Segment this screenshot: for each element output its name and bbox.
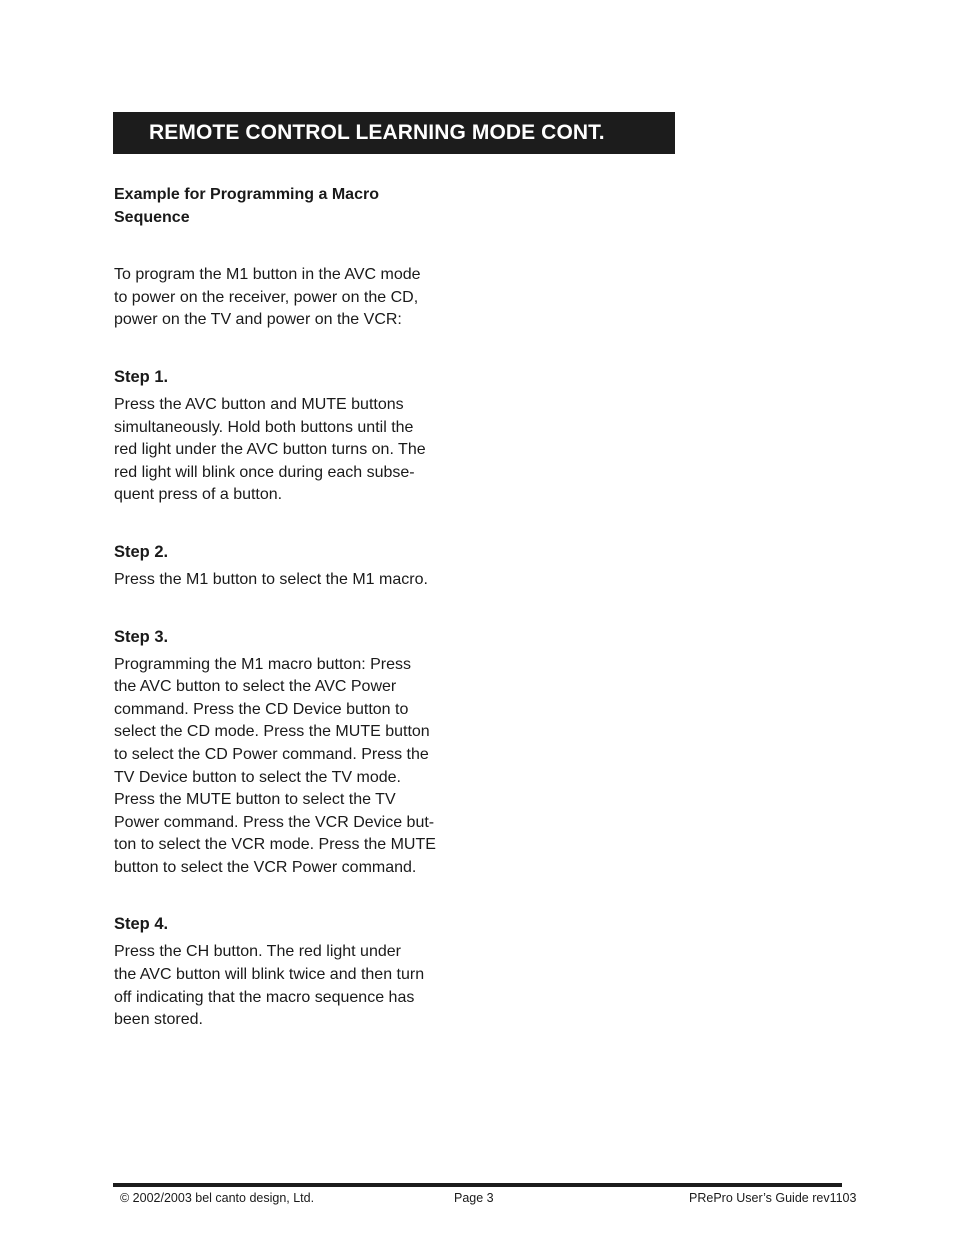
step-1 [114,366,459,507]
main-content [114,184,459,1032]
step-1-text: Press the AVC button and MUTE buttons simultaneously. Hold both buttons until the red light under the AVC button turns on. The red light will blink once during each subse- quent press of a button. [114,395,426,504]
section-title-bar [113,112,675,154]
step-2-text: Press the M1 button to select the M1 macro. [114,570,428,588]
footer-copyright: © 2002/2003 bel canto design, Ltd. [120,1191,315,1205]
step-2 [114,541,459,592]
footer-divider [113,1183,842,1187]
footer-guide-title: PRePro User’s Guide rev1103 [689,1191,857,1205]
section-heading: Example for Programming a Macro Sequence [114,186,379,226]
step-3-label: Step 3. [114,627,169,646]
page-title: REMOTE CONTROL LEARNING MODE CONT. [149,121,605,144]
intro-paragraph: To program the M1 button in the AVC mode to power on the receiver, power on the CD, power on the TV and power on the VCR: [114,266,421,329]
step-4 [114,913,459,1031]
step-2-label: Step 2. [114,542,169,561]
footer-page-number: Page 3 [454,1191,494,1205]
step-4-label: Step 4. [114,915,169,934]
step-3-text: Programming the M1 macro button: Press the AVC button to select the AVC Power command. Press the CD Device button to select the CD mode. Press the MUTE button to select the CD Power command. Press the TV Device button to select the TV mode. Press the MUTE button to select the TV Power command. Press the VCR Device but- ton to select the VCR mode. Press the MUTE button to select the VCR Power command. [114,655,436,876]
step-3 [114,626,459,880]
step-4-text: Press the CH button. The red light under the AVC button will blink twice and then turn off indicating that the macro sequence has been stored. [114,943,425,1029]
step-1-label: Step 1. [114,367,169,386]
